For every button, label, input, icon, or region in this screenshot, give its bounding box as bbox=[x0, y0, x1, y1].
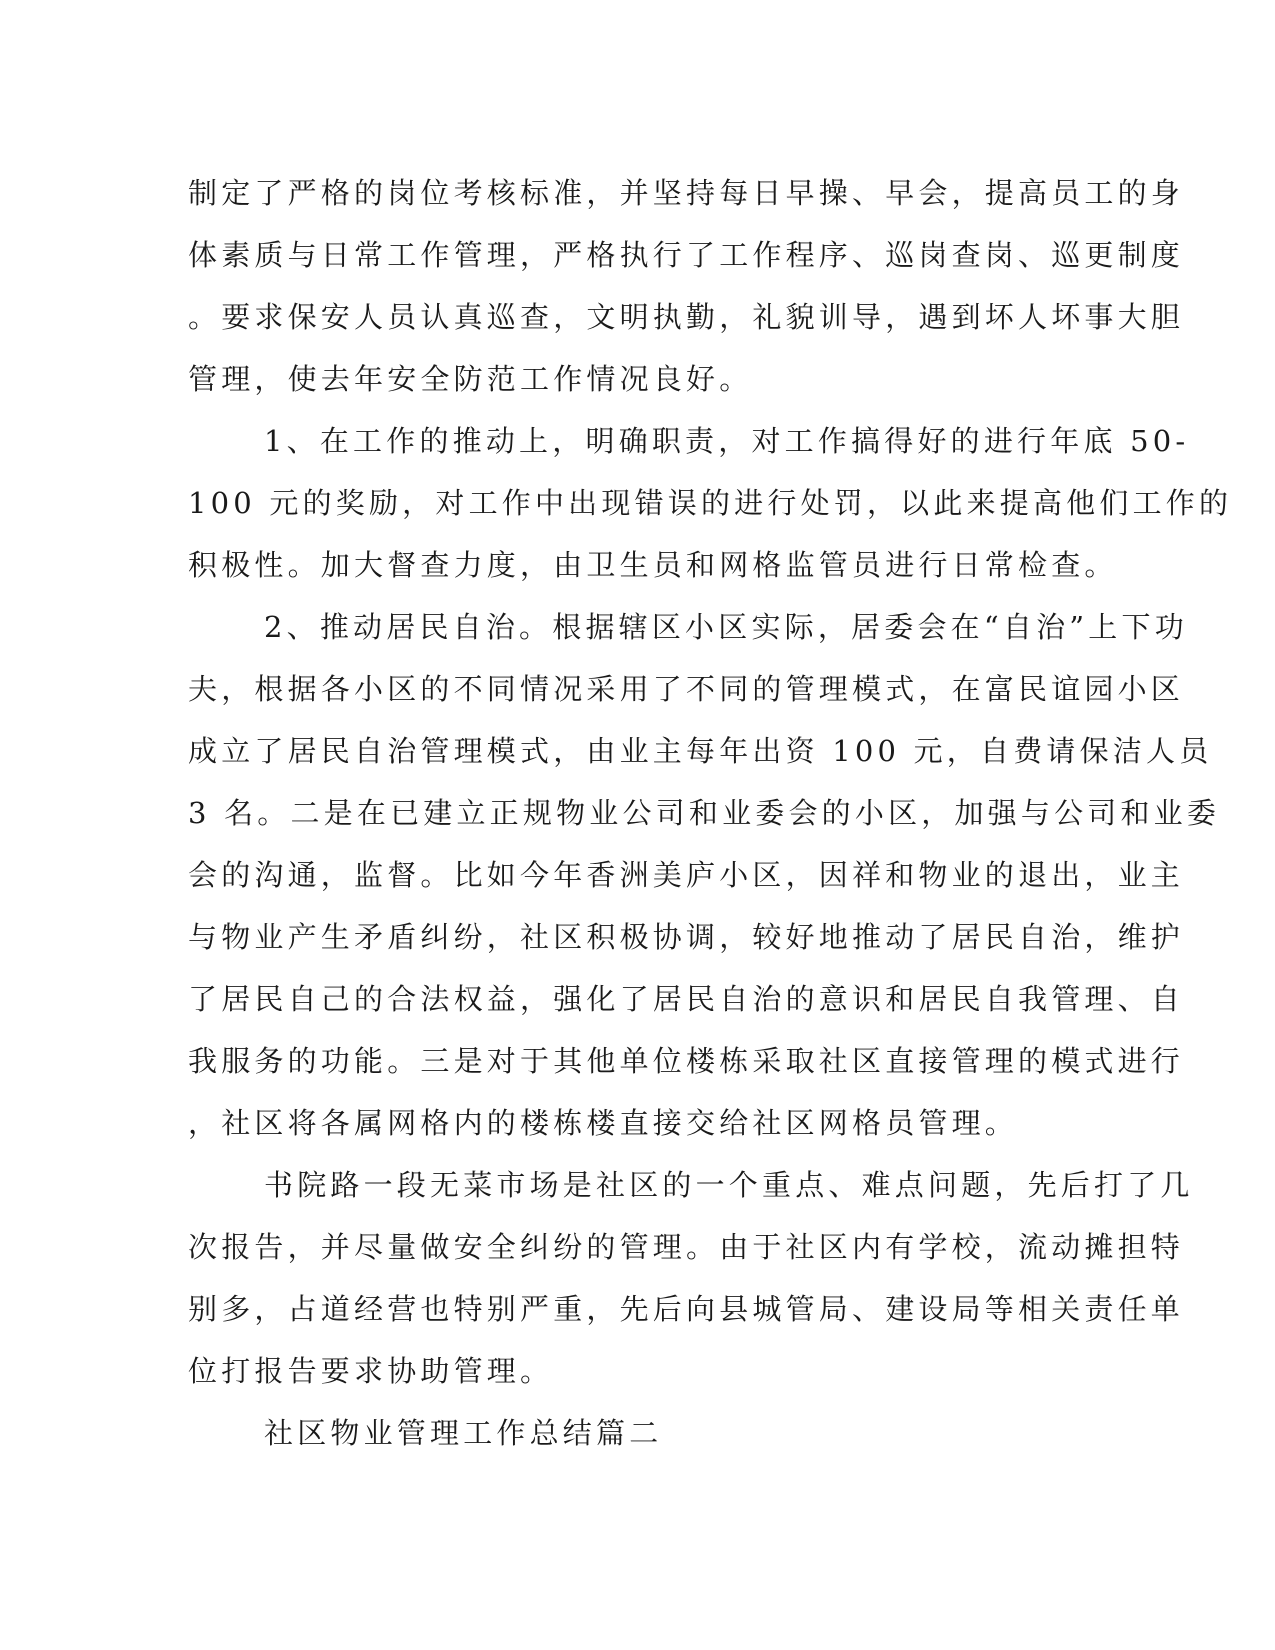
text-line: 书院路一段无菜市场是社区的一个重点、难点问题，先后打了几 bbox=[264, 1168, 1194, 1202]
text-line: 位打报告要求协助管理。 bbox=[188, 1354, 554, 1388]
text-line: 。要求保安人员认真巡查，文明执勤，礼貌训导，遇到坏人坏事大胆 bbox=[188, 300, 1185, 334]
body-text bbox=[188, 162, 1233, 1464]
text-line: 夫，根据各小区的不同情况采用了不同的管理模式，在富民谊园小区 bbox=[188, 672, 1185, 706]
text-line: 管理，使去年安全防范工作情况良好。 bbox=[188, 362, 753, 396]
text-line: 次报告，并尽量做安全纠纷的管理。由于社区内有学校，流动摊担特 bbox=[188, 1230, 1185, 1264]
text-line: 制定了严格的岗位考核标准，并坚持每日早操、早会，提高员工的身 bbox=[188, 176, 1185, 210]
text-line: 2、推动居民自治。根据辖区小区实际，居委会在“自治”上下功 bbox=[264, 610, 1188, 644]
text-line: 3 名。二是在已建立正规物业公司和业委会的小区，加强与公司和业委 bbox=[188, 796, 1221, 830]
text-line: 别多，占道经营也特别严重，先后向县城管局、建设局等相关责任单 bbox=[188, 1292, 1185, 1326]
text-line: 我服务的功能。三是对于其他单位楼栋采取社区直接管理的模式进行 bbox=[188, 1044, 1185, 1078]
text-line: 体素质与日常工作管理，严格执行了工作程序、巡岗查岗、巡更制度 bbox=[188, 238, 1185, 272]
text-line: 100 元的奖励，对工作中出现错误的进行处罚，以此来提高他们工作的 bbox=[188, 486, 1233, 520]
text-line: 了居民自己的合法权益，强化了居民自治的意识和居民自我管理、自 bbox=[188, 982, 1185, 1016]
text-line: 会的沟通，监督。比如今年香洲美庐小区，因祥和物业的退出，业主 bbox=[188, 858, 1185, 892]
section-heading: 社区物业管理工作总结篇二 bbox=[264, 1416, 663, 1450]
text-line: 与物业产生矛盾纠纷，社区积极协调，较好地推动了居民自治，维护 bbox=[188, 920, 1185, 954]
text-line: 成立了居民自治管理模式，由业主每年出资 100 元，自费请保洁人员 bbox=[188, 734, 1213, 768]
text-line: 积极性。加大督查力度，由卫生员和网格监管员进行日常检查。 bbox=[188, 548, 1118, 582]
text-line: 1、在工作的推动上，明确职责，对工作搞得好的进行年底 50- bbox=[264, 424, 1190, 458]
text-line: ，社区将各属网格内的楼栋楼直接交给社区网格员管理。 bbox=[188, 1106, 1019, 1140]
